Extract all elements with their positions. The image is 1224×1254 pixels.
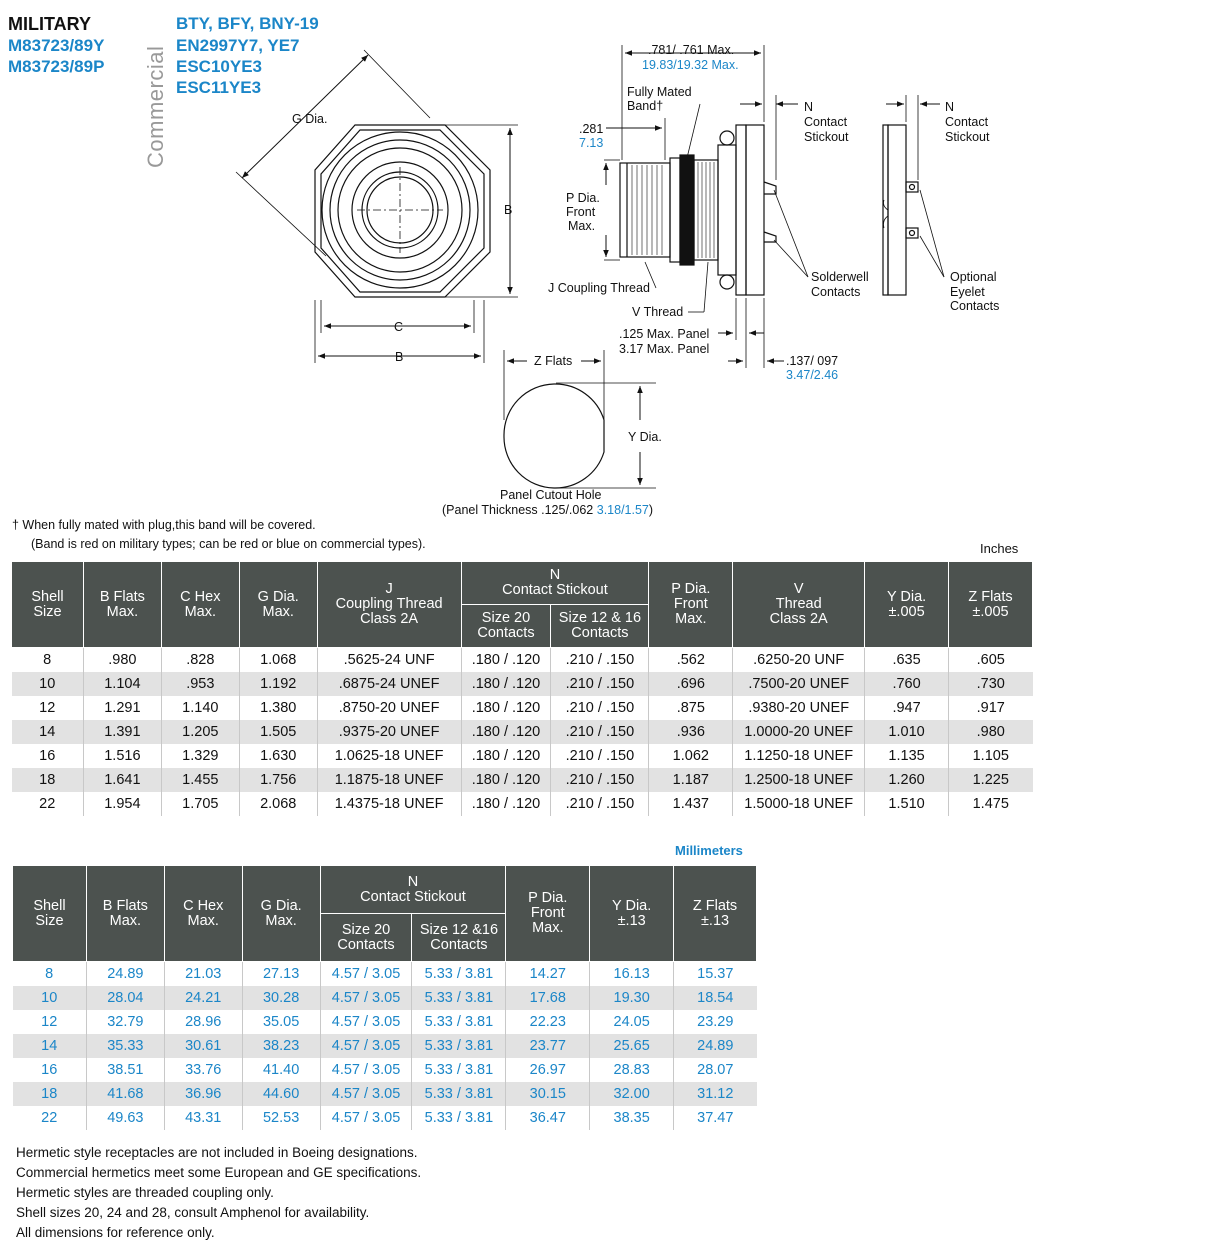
table-cell: 1.5000-18 UNEF: [733, 792, 865, 816]
table-cell: .180 / .120: [461, 696, 551, 720]
table-cell: 23.29: [674, 1010, 757, 1034]
table-cell: .210 / .150: [551, 768, 649, 792]
col-g-dia: G Dia. Max.: [239, 562, 317, 648]
table-cell: 18.54: [674, 986, 757, 1010]
mm-col-g-dia: G Dia. Max.: [242, 866, 320, 962]
dim-781-mm: 19.83/19.32 Max.: [642, 58, 739, 72]
table-cell: 24.89: [674, 1034, 757, 1058]
z-flats-label: Z Flats: [534, 354, 573, 368]
table-row: [13, 1058, 757, 1082]
mm-col-n-stickout: N Contact Stickout: [320, 866, 506, 914]
table-cell: 1.010: [865, 720, 949, 744]
mm-col-y-dia: Y Dia. ±.13: [590, 866, 674, 962]
table-row: [12, 792, 1033, 816]
inch-dimension-table: [11, 561, 1033, 816]
table-cell: .180 / .120: [461, 672, 551, 696]
panel-317: 3.17 Max. Panel: [619, 342, 710, 356]
table-cell: 33.76: [164, 1058, 242, 1082]
table-cell: 1.954: [83, 792, 161, 816]
table-cell: 1.455: [161, 768, 239, 792]
table-cell: 49.63: [86, 1106, 164, 1130]
mm-col-b-flats: B Flats Max.: [86, 866, 164, 962]
table-cell: 16: [39, 747, 56, 764]
table-cell: .947: [865, 696, 949, 720]
table-cell: 2.068: [239, 792, 317, 816]
table-cell: 36.96: [164, 1082, 242, 1106]
table-cell: 1.187: [649, 768, 733, 792]
table-cell: 14: [13, 1034, 87, 1058]
footnote-5: All dimensions for reference only.: [16, 1225, 215, 1240]
table-row: [13, 1034, 757, 1058]
table-cell: 15.37: [674, 962, 757, 986]
table-cell: 41.40: [242, 1058, 320, 1082]
table-cell: .180 / .120: [461, 792, 551, 816]
table-cell: 22: [41, 1109, 58, 1126]
table-cell: .605: [949, 648, 1033, 672]
table-cell: 37.47: [674, 1106, 757, 1130]
connector-drawing: [0, 0, 1224, 520]
table-cell: 27.13: [242, 962, 320, 986]
table-cell: 30.28: [242, 986, 320, 1010]
table-cell: .5625-24 UNF: [317, 648, 461, 672]
table-cell: 38.23: [242, 1034, 320, 1058]
table-cell: .210 / .150: [551, 720, 649, 744]
cutout-sub: (Panel Thickness .125/.062 3.18/1.57): [442, 503, 654, 517]
table-cell: 1.140: [161, 696, 239, 720]
table-cell: 36.47: [506, 1106, 590, 1130]
table-cell: 1.391: [83, 720, 161, 744]
table-cell: .635: [865, 648, 949, 672]
col-n-size1216: Size 12 & 16 Contacts: [551, 605, 649, 648]
table-cell: 1.068: [239, 648, 317, 672]
table-cell: 1.105: [949, 744, 1033, 768]
table-cell: .936: [649, 720, 733, 744]
table-cell: .9380-20 UNEF: [733, 696, 865, 720]
table-cell: 26.97: [506, 1058, 590, 1082]
table-cell: 4.57 / 3.05: [320, 962, 412, 986]
table-cell: .180 / .120: [461, 768, 551, 792]
table-cell: 31.12: [674, 1082, 757, 1106]
table-cell: .696: [649, 672, 733, 696]
table-cell: 1.630: [239, 744, 317, 768]
col-n-stickout: N Contact Stickout: [461, 562, 649, 605]
table-cell: 1.4375-18 UNEF: [317, 792, 461, 816]
table-cell: 1.329: [161, 744, 239, 768]
table-cell: 1.225: [949, 768, 1033, 792]
commercial-part-2: EN2997Y7, YE7: [176, 36, 300, 55]
table-cell: 1.0000-20 UNEF: [733, 720, 865, 744]
contact-label-2: Contact: [945, 115, 989, 129]
table-cell: .6875-24 UNEF: [317, 672, 461, 696]
table-cell: 1.1875-18 UNEF: [317, 768, 461, 792]
j-thread-label: J Coupling Thread: [548, 281, 650, 295]
table-cell: .210 / .150: [551, 672, 649, 696]
optional-line-1: Optional: [950, 270, 997, 284]
table-cell: 28.96: [164, 1010, 242, 1034]
table-cell: 18: [12, 768, 84, 792]
table-cell: 32.79: [86, 1010, 164, 1034]
table-cell: 44.60: [242, 1082, 320, 1106]
table-cell: .953: [161, 672, 239, 696]
table-cell: 14: [12, 720, 84, 744]
table-cell: 1.505: [239, 720, 317, 744]
table-cell: 1.380: [239, 696, 317, 720]
table-row: [13, 962, 757, 986]
table-cell: 4.57 / 3.05: [320, 1010, 412, 1034]
table-cell: 4.57 / 3.05: [320, 1106, 412, 1130]
mm-col-c-hex: C Hex Max.: [164, 866, 242, 962]
table-cell: 1.516: [83, 744, 161, 768]
table-cell: .7500-20 UNEF: [733, 672, 865, 696]
panel-125: .125 Max. Panel: [619, 327, 710, 341]
g-dia-label: G Dia.: [292, 112, 328, 126]
table-cell: 38.51: [86, 1058, 164, 1082]
y-dia-label: Y Dia.: [628, 430, 662, 444]
table-cell: 35.05: [242, 1010, 320, 1034]
col-c-hex: C Hex Max.: [161, 562, 239, 648]
table-row: [13, 1106, 757, 1130]
mm-col-p-dia: P Dia. Front Max.: [506, 866, 590, 962]
table-cell: 43.31: [164, 1106, 242, 1130]
mm-dimension-table: [12, 865, 757, 1130]
optional-line-2: Eyelet: [950, 285, 985, 299]
table-cell: .180 / .120: [461, 744, 551, 768]
table-cell: 32.00: [590, 1082, 674, 1106]
dagger-note-line-2: (Band is red on military types; can be red or blue on commercial types).: [31, 537, 426, 551]
table-cell: 5.33 / 3.81: [412, 1010, 506, 1034]
table-cell: 12: [41, 1013, 58, 1030]
table-row: [12, 768, 1033, 792]
military-part-2: M83723/89P: [8, 57, 105, 76]
col-v-thread: V Thread Class 2A: [733, 562, 865, 648]
table-cell: 5.33 / 3.81: [412, 1082, 506, 1106]
col-b-flats: B Flats Max.: [83, 562, 161, 648]
table-cell: .8750-20 UNEF: [317, 696, 461, 720]
table-cell: 1.1250-18 UNEF: [733, 744, 865, 768]
n-label: N: [804, 100, 814, 114]
table-cell: 19.30: [590, 986, 674, 1010]
col-z-flats: Z Flats ±.005: [949, 562, 1033, 648]
table-cell: 5.33 / 3.81: [412, 1034, 506, 1058]
table-cell: 8: [43, 651, 52, 668]
table-cell: 1.062: [649, 744, 733, 768]
table-cell: .180 / .120: [461, 648, 551, 672]
table-cell: 1.705: [161, 792, 239, 816]
table-cell: 22.23: [506, 1010, 590, 1034]
table-cell: 1.0625-18 UNEF: [317, 744, 461, 768]
table-cell: 8: [45, 965, 54, 982]
table-cell: .828: [161, 648, 239, 672]
table-cell: .210 / .150: [551, 744, 649, 768]
table-cell: 1.192: [239, 672, 317, 696]
footnote-4: Shell sizes 20, 24 and 28, consult Amphenol for availability.: [16, 1205, 370, 1220]
col-shell-size: Shell Size: [12, 562, 84, 648]
footnote-2: Commercial hermetics meet some European and GE specifications.: [16, 1165, 422, 1180]
table-cell: 4.57 / 3.05: [320, 986, 412, 1010]
table-row: [13, 1082, 757, 1106]
table-cell: 10: [12, 672, 84, 696]
commercial-part-3: ESC10YE3: [176, 57, 262, 76]
fully-mated-label: Fully Mated: [627, 85, 692, 99]
table-cell: 1.475: [949, 792, 1033, 816]
dagger-note-line-1: † When fully mated with plug,this band will be covered.: [12, 518, 316, 532]
table-cell: .210 / .150: [551, 696, 649, 720]
table-row: [12, 720, 1033, 744]
table-cell: 1.104: [83, 672, 161, 696]
table-cell: .760: [865, 672, 949, 696]
b-right-label: B: [504, 203, 513, 217]
table-cell: .9375-20 UNEF: [317, 720, 461, 744]
table-cell: 52.53: [242, 1106, 320, 1130]
table-cell: 16: [41, 1061, 58, 1078]
table-cell: 1.135: [865, 744, 949, 768]
table-cell: 1.437: [649, 792, 733, 816]
mm-col-n-size20: Size 20 Contacts: [320, 914, 412, 962]
table-cell: 25.65: [590, 1034, 674, 1058]
solderwell-line-1: Solderwell: [811, 270, 869, 284]
table-cell: .980: [949, 720, 1033, 744]
table-cell: 24.21: [164, 986, 242, 1010]
table-cell: .210 / .150: [551, 648, 649, 672]
table-cell: 28.83: [590, 1058, 674, 1082]
stickout-label-2: Stickout: [945, 130, 990, 144]
commercial-part-1: BTY, BFY, BNY-19: [176, 14, 319, 33]
table-cell: 21.03: [164, 962, 242, 986]
table-cell: .180 / .120: [461, 720, 551, 744]
dim-281-mm: 7.13: [579, 136, 604, 150]
band-label: Band†: [627, 99, 664, 113]
table-cell: 18: [13, 1082, 87, 1106]
table-row: [12, 744, 1033, 768]
table-cell: 14.27: [506, 962, 590, 986]
table-cell: .917: [949, 696, 1033, 720]
dim-781: .781/ .761 Max.: [648, 43, 735, 57]
units-millimeters: Millimeters: [675, 843, 743, 858]
table-cell: 5.33 / 3.81: [412, 1106, 506, 1130]
table-cell: 17.68: [506, 986, 590, 1010]
footnote-1: Hermetic style receptacles are not included in Boeing designations.: [16, 1145, 418, 1160]
table-cell: .6250-20 UNF: [733, 648, 865, 672]
optional-line-3: Contacts: [950, 299, 1000, 313]
table-cell: 24.05: [590, 1010, 674, 1034]
military-title: MILITARY: [8, 14, 91, 34]
table-row: [13, 1010, 757, 1034]
table-cell: 1.641: [83, 768, 161, 792]
table-cell: 4.57 / 3.05: [320, 1058, 412, 1082]
table-cell: 1.205: [161, 720, 239, 744]
table-cell: 1.2500-18 UNEF: [733, 768, 865, 792]
contact-label: Contact: [804, 115, 848, 129]
solderwell-line-2: Contacts: [811, 285, 861, 299]
col-j-thread: J Coupling Thread Class 2A: [317, 562, 461, 648]
table-cell: 10: [13, 986, 87, 1010]
table-cell: 38.35: [590, 1106, 674, 1130]
table-row: [13, 986, 757, 1010]
p-dia-line-3: Max.: [568, 219, 596, 233]
table-cell: .210 / .150: [551, 792, 649, 816]
table-cell: 35.33: [86, 1034, 164, 1058]
commercial-label: Commercial: [143, 45, 168, 168]
table-cell: 5.33 / 3.81: [412, 986, 506, 1010]
table-cell: 4.57 / 3.05: [320, 1034, 412, 1058]
table-cell: 1.510: [865, 792, 949, 816]
b-bottom-label: B: [395, 350, 404, 364]
table-cell: 30.15: [506, 1082, 590, 1106]
commercial-part-4: ESC11YE3: [176, 78, 262, 97]
table-cell: 28.07: [674, 1058, 757, 1082]
table-row: [12, 672, 1033, 696]
dim-137-mm: 3.47/2.46: [786, 368, 839, 382]
table-cell: 5.33 / 3.81: [412, 962, 506, 986]
table-row: [12, 696, 1033, 720]
table-cell: 16.13: [590, 962, 674, 986]
cutout-title: Panel Cutout Hole: [500, 488, 602, 502]
table-cell: 5.33 / 3.81: [412, 1058, 506, 1082]
mm-col-shell-size: Shell Size: [13, 866, 87, 962]
v-thread-label: V Thread: [632, 305, 684, 319]
col-p-dia: P Dia. Front Max.: [649, 562, 733, 648]
table-cell: 1.756: [239, 768, 317, 792]
table-cell: 4.57 / 3.05: [320, 1082, 412, 1106]
c-label: C: [394, 320, 404, 334]
military-part-1: M83723/89Y: [8, 36, 105, 55]
table-cell: .562: [649, 648, 733, 672]
dim-281: .281: [579, 122, 604, 136]
table-cell: 24.89: [86, 962, 164, 986]
dim-137: .137/ 097: [786, 354, 839, 368]
table-cell: 1.260: [865, 768, 949, 792]
table-row: [12, 648, 1033, 672]
col-n-size20: Size 20 Contacts: [461, 605, 551, 648]
table-cell: 1.291: [83, 696, 161, 720]
p-dia-line-1: P Dia.: [566, 191, 600, 205]
footnote-3: Hermetic styles are threaded coupling only.: [16, 1185, 274, 1200]
table-cell: .980: [83, 648, 161, 672]
stickout-label: Stickout: [804, 130, 849, 144]
table-cell: 28.04: [86, 986, 164, 1010]
table-cell: 30.61: [164, 1034, 242, 1058]
n-label-2: N: [945, 100, 955, 114]
units-inches: Inches: [980, 541, 1019, 556]
mm-col-n-size1216: Size 12 &16 Contacts: [412, 914, 506, 962]
p-dia-line-2: Front: [566, 205, 596, 219]
col-y-dia: Y Dia. ±.005: [865, 562, 949, 648]
table-cell: .730: [949, 672, 1033, 696]
table-cell: 23.77: [506, 1034, 590, 1058]
table-cell: 22: [39, 795, 56, 812]
table-cell: 12: [39, 699, 56, 716]
table-cell: 41.68: [86, 1082, 164, 1106]
mm-col-z-flats: Z Flats ±.13: [674, 866, 757, 962]
table-cell: .875: [649, 696, 733, 720]
